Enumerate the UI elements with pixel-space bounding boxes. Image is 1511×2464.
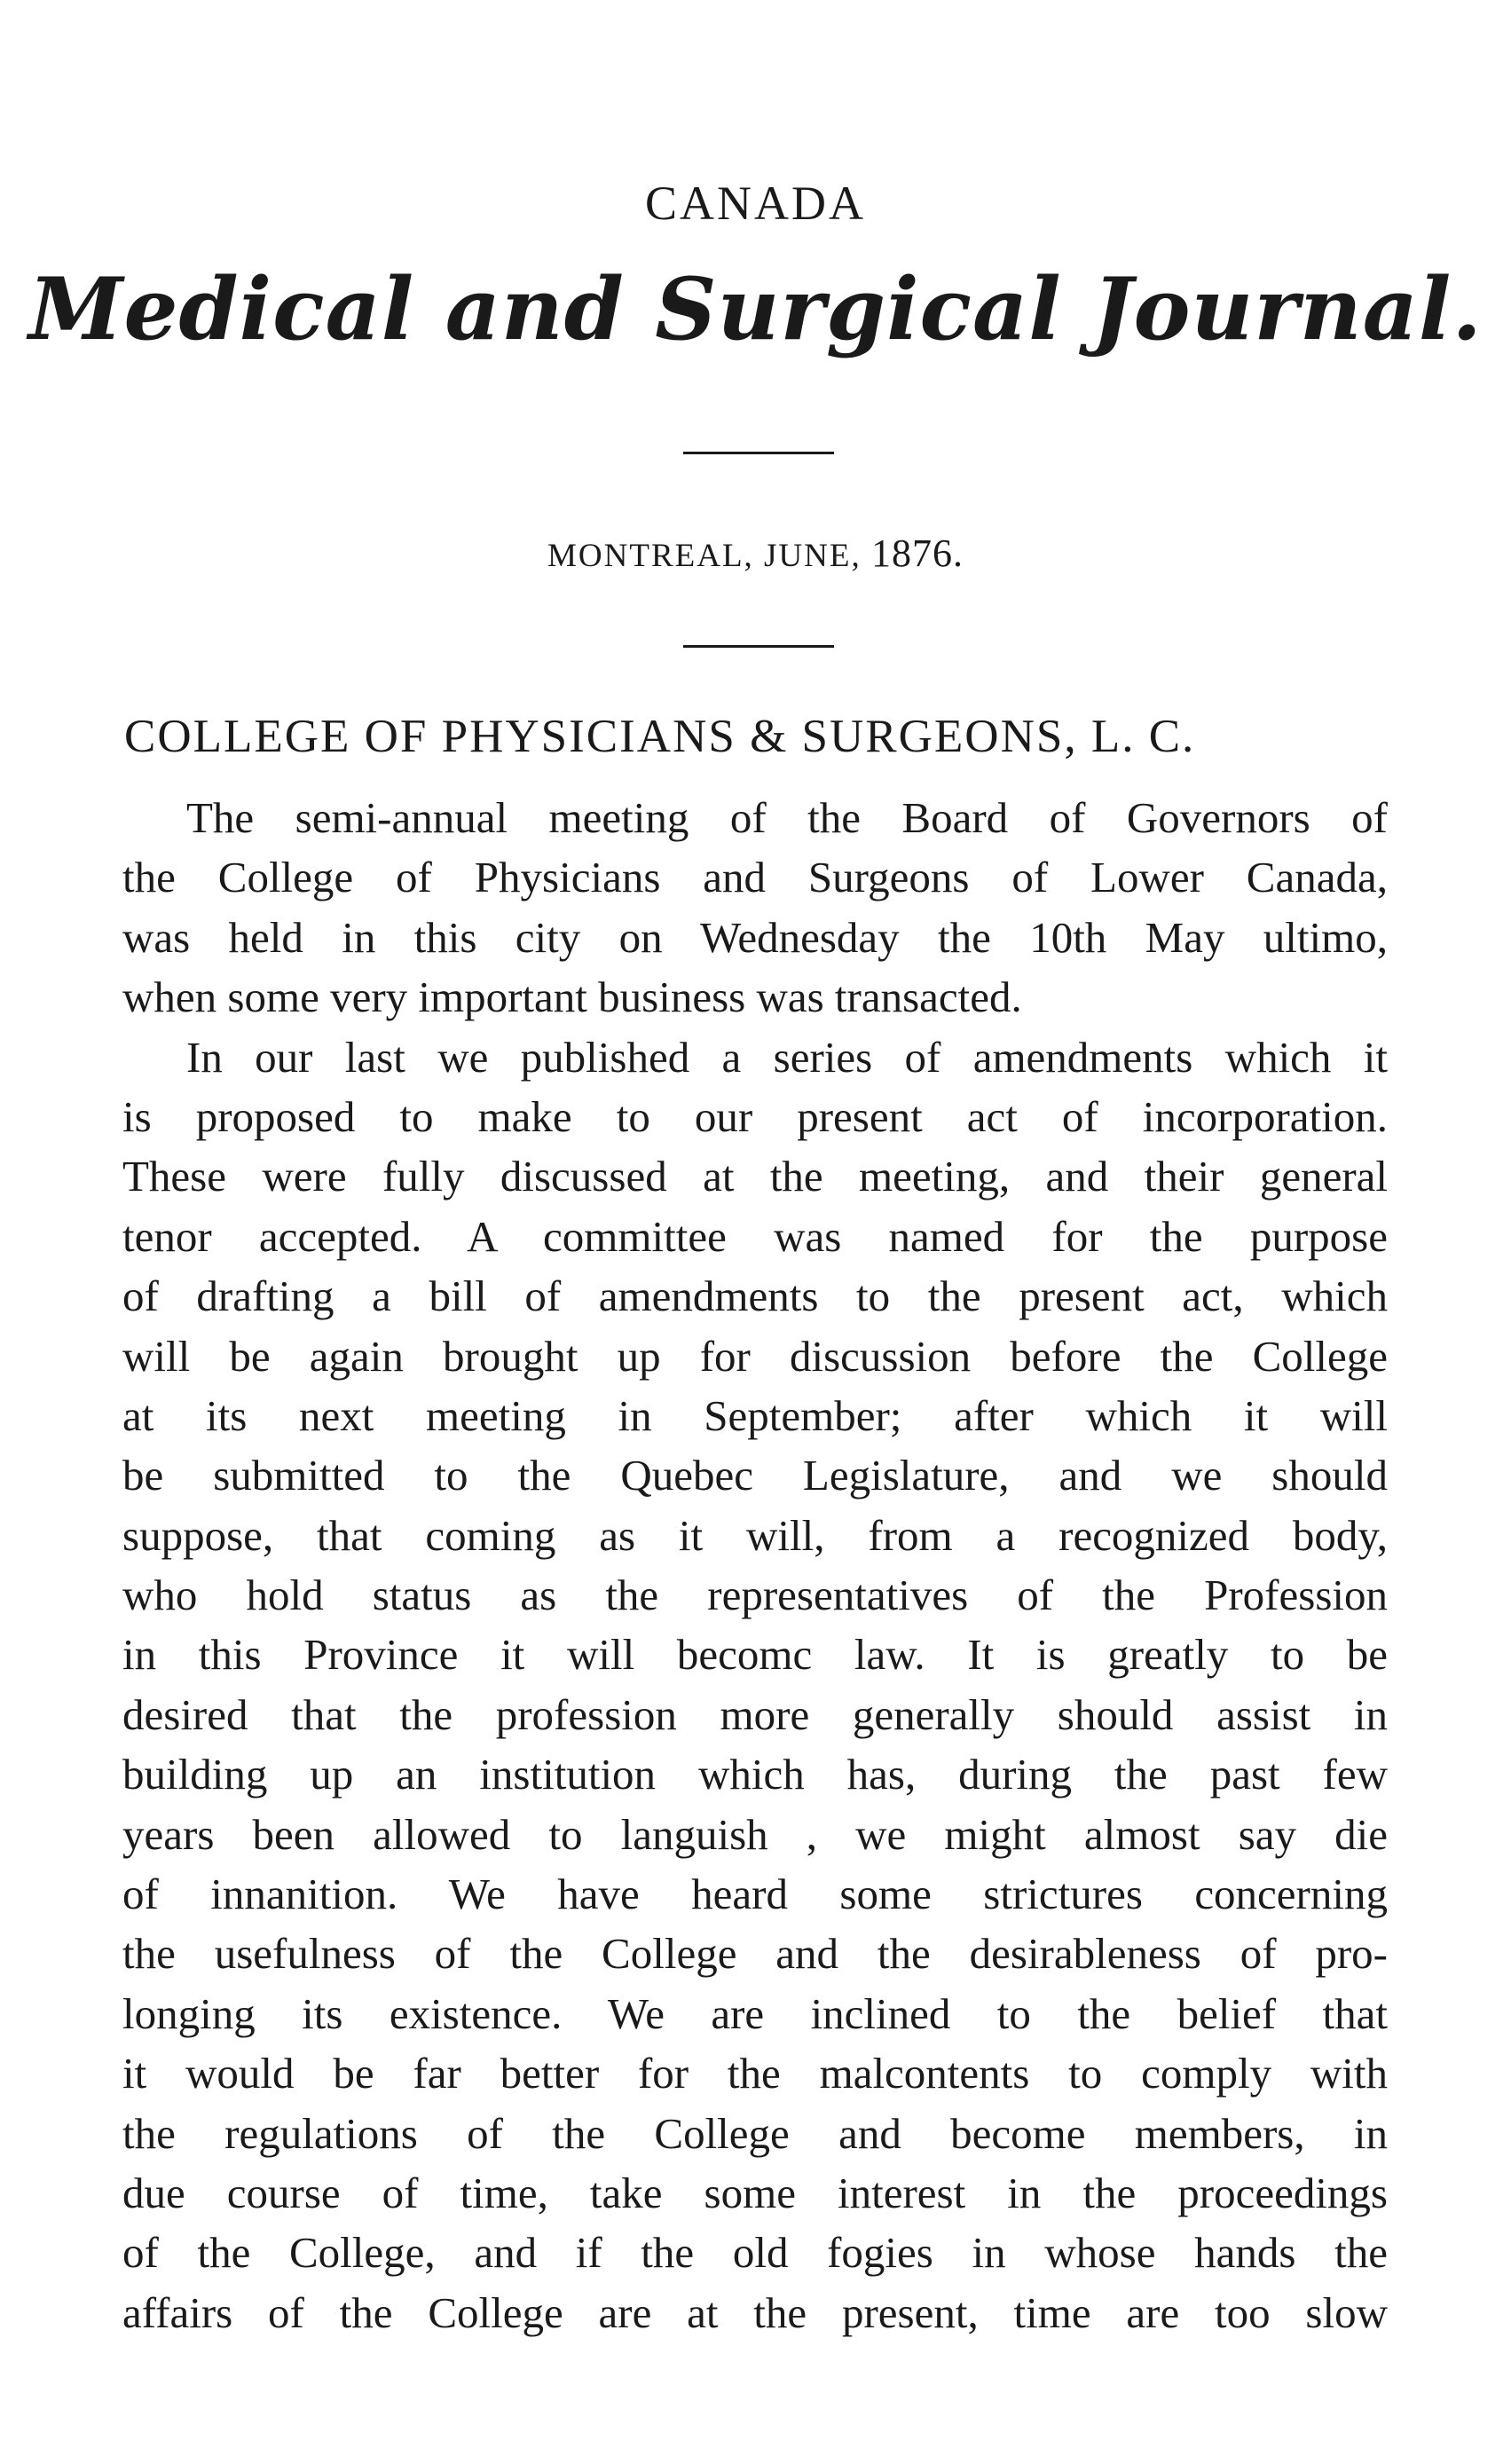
body-line: at its next meeting in September; after which it will (122, 1390, 1388, 1440)
body-line: These were fully discussed at the meeting, and their general (122, 1152, 1388, 1201)
journal-title: Medical and Surgical Journal. (28, 259, 1483, 359)
body-line: in this Province it will becomc law. It is greatly to be (122, 1630, 1388, 1680)
body-line: is proposed to make to our present act of incorporation. (122, 1091, 1388, 1141)
dateline-place-month: MONTREAL, JUNE, (547, 538, 862, 574)
body-line: the usefulness of the College and the desirableness of pro- (122, 1929, 1388, 1979)
body-line: affairs of the College are at the present, time are too slow (122, 2287, 1388, 2337)
body-line: of innanition. We have heard some strictures concerning (122, 1870, 1388, 1919)
body-line: due course of time, take some interest in the proceedings (122, 2168, 1388, 2217)
article-heading: COLLEGE OF PHYSICIANS & SURGEONS, L. C. (124, 711, 1196, 762)
body-line: longing its existence. We are inclined to the belief that (122, 1988, 1388, 2038)
body-line: the College of Physicians and Surgeons of Lower Canada, (122, 853, 1388, 902)
article-body (122, 788, 1388, 2342)
body-line: building up an institution which has, during the past few (122, 1750, 1388, 1799)
dateline-year: 1876. (870, 531, 964, 575)
dateline (0, 531, 1511, 576)
body-line: suppose, that coming as it will, from a recognized body, (122, 1510, 1388, 1560)
top-divider-rule (683, 452, 834, 454)
masthead-canada: CANADA (644, 177, 866, 230)
body-line: it would be far better for the malcontents to comply with (122, 2049, 1388, 2098)
body-line: tenor accepted. A committee was named for the purpose (122, 1211, 1388, 1261)
body-line: In our last we published a series of amendments which it (186, 1032, 1388, 1082)
body-line: will be again brought up for discussion before the College (122, 1331, 1388, 1381)
body-line: who hold status as the representatives of the Profession (122, 1571, 1388, 1620)
body-line: be submitted to the Quebec Legislature, and we should (122, 1451, 1388, 1500)
body-line: was held in this city on Wednesday the 10th May ultimo, (122, 912, 1388, 962)
body-line: of the College, and if the old fogies in whose hands the (122, 2228, 1388, 2278)
body-line: years been allowed to languish , we might almost say die (122, 1809, 1388, 1859)
body-line: desired that the profession more generally should assist in (122, 1689, 1388, 1739)
bottom-divider-rule (683, 645, 834, 648)
body-line: of drafting a bill of amendments to the present act, which (122, 1271, 1388, 1321)
body-line: when some very important business was transacted. (122, 972, 1022, 1022)
body-line: the regulations of the College and become members, in (122, 2108, 1388, 2158)
body-line: The semi-annual meeting of the Board of Governors of (186, 793, 1388, 842)
